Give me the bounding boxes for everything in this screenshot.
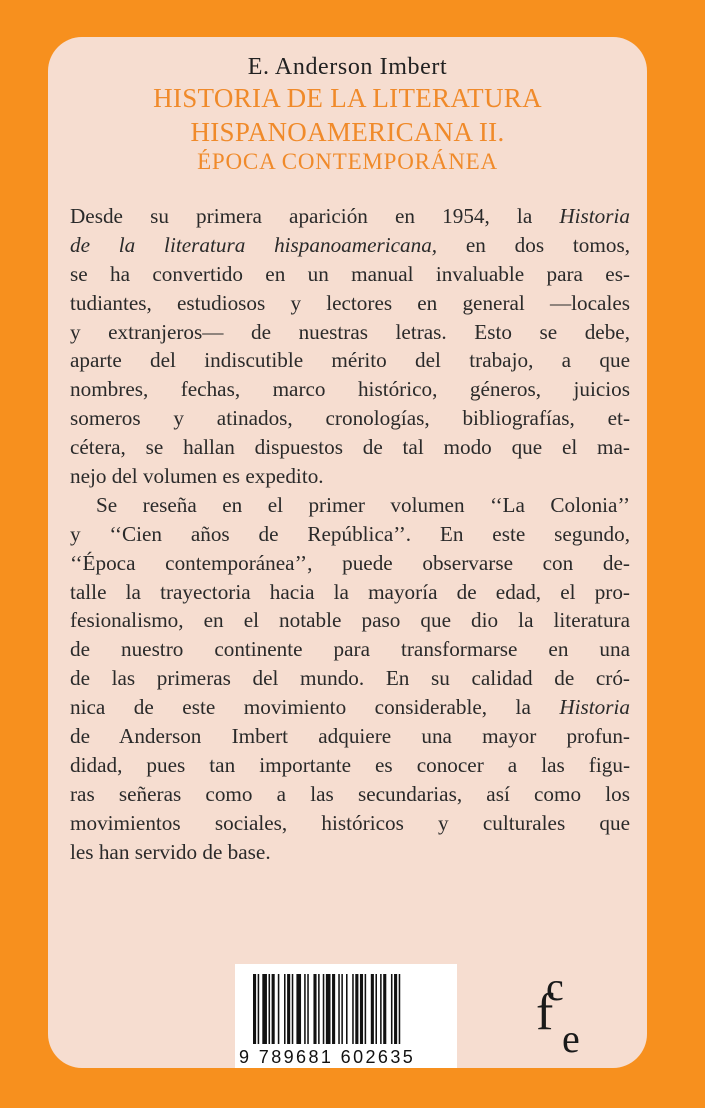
blurb-line: nejo del volumen es expedito. [70, 464, 324, 489]
barcode-bar [365, 974, 367, 1044]
blurb-line: aparte del indiscutible mérito del trabajo, a que [70, 348, 630, 373]
barcode-bar [380, 974, 382, 1044]
barcode-bar [307, 974, 309, 1044]
blurb-line: y extranjeros— de nuestras letras. Esto se debe, [70, 319, 630, 344]
blurb-line: de Anderson Imbert adquiere una mayor profun- [70, 724, 630, 749]
blurb-line: de nuestro continente para transformarse en una [70, 637, 630, 662]
logo-letter-e: e [562, 1016, 580, 1061]
barcode-bar [287, 974, 290, 1044]
blurb-line: Desde su primera aparición en 1954, la Historia [70, 204, 630, 228]
book-title-line-1: HISTORIA DE LA LITERATURA [153, 83, 542, 113]
barcode-bar [332, 974, 335, 1044]
barcode-bars [235, 964, 457, 1048]
barcode-bar [313, 974, 316, 1044]
barcode-bar [292, 974, 294, 1044]
barcode-bar [272, 974, 275, 1044]
barcode-bar [383, 974, 386, 1044]
blurb-line: de la literatura hispanoamericana, en dos tomos, [70, 232, 630, 257]
back-cover-panel [48, 37, 647, 1068]
barcode-bar [318, 974, 320, 1044]
blurb-line: nombres, fechas, marco histórico, géneros, juicios [70, 377, 630, 402]
barcode-bar [258, 974, 260, 1044]
blurb-text [70, 202, 630, 866]
blurb-line: didad, pues tan importante es conocer a las figu- [70, 752, 630, 777]
barcode [235, 964, 457, 1068]
blurb-line: Se reseña en el primer volumen ‘‘La Colonia’’ [96, 492, 630, 517]
barcode-bar [352, 974, 354, 1044]
blurb-line: y ‘‘Cien años de República’’. En este segundo, [70, 521, 630, 546]
blurb-line: someros y atinados, cronologías, bibliografías, et- [70, 406, 630, 431]
barcode-bar [338, 974, 340, 1044]
author-name: E. Anderson Imbert [247, 54, 448, 80]
blurb-line: cétera, se hallan dispuestos de tal modo que el ma- [70, 435, 630, 460]
barcode-bar [360, 974, 363, 1044]
barcode-bar [391, 974, 393, 1044]
book-subtitle: ÉPOCA CONTEMPORÁNEA [197, 149, 498, 174]
barcode-bar [269, 974, 271, 1044]
barcode-bar [326, 974, 331, 1044]
blurb-line: ‘‘Época contemporánea’’, puede observarse con de- [70, 550, 630, 575]
isbn-number: 9 789681 602635 [239, 1047, 416, 1067]
barcode-bar [262, 974, 267, 1044]
barcode-bar [346, 974, 348, 1044]
barcode-bar [394, 974, 397, 1044]
barcode-bar [371, 974, 374, 1044]
barcode-bar [399, 974, 401, 1044]
blurb-line: talle la trayectoria hacia la mayoría de edad, el pro- [70, 579, 630, 604]
barcode-bar [355, 974, 358, 1044]
book-title-line-2: HISPANOAMERICANA II. [190, 117, 505, 147]
barcode-bar [296, 974, 301, 1044]
blurb-line: tudiantes, estudiosos y lectores en general —locales [70, 290, 630, 315]
blurb-line: se ha convertido en un manual invaluable para es- [70, 261, 630, 286]
barcode-bar [253, 974, 256, 1044]
barcode-bar [375, 974, 377, 1044]
blurb-line: nica de este movimiento considerable, la Historia [70, 695, 630, 720]
blurb-line: fesionalismo, en el notable paso que dio la literatura [70, 608, 630, 633]
barcode-bar [323, 974, 325, 1044]
blurb-line: de las primeras del mundo. En su calidad de cró- [70, 666, 630, 691]
blurb-line: movimientos sociales, históricos y culturales que [70, 810, 630, 835]
barcode-bar [341, 974, 343, 1044]
publisher-logo [524, 964, 614, 1067]
barcode-bar [278, 974, 280, 1044]
barcode-bar [304, 974, 306, 1044]
barcode-bar [284, 974, 286, 1044]
blurb-line: ras señeras como a las secundarias, así como los [70, 781, 630, 806]
blurb-line: les han servido de base. [70, 839, 271, 864]
logo-letter-f: f [536, 984, 554, 1041]
logo-letter-c: c [546, 964, 564, 1009]
